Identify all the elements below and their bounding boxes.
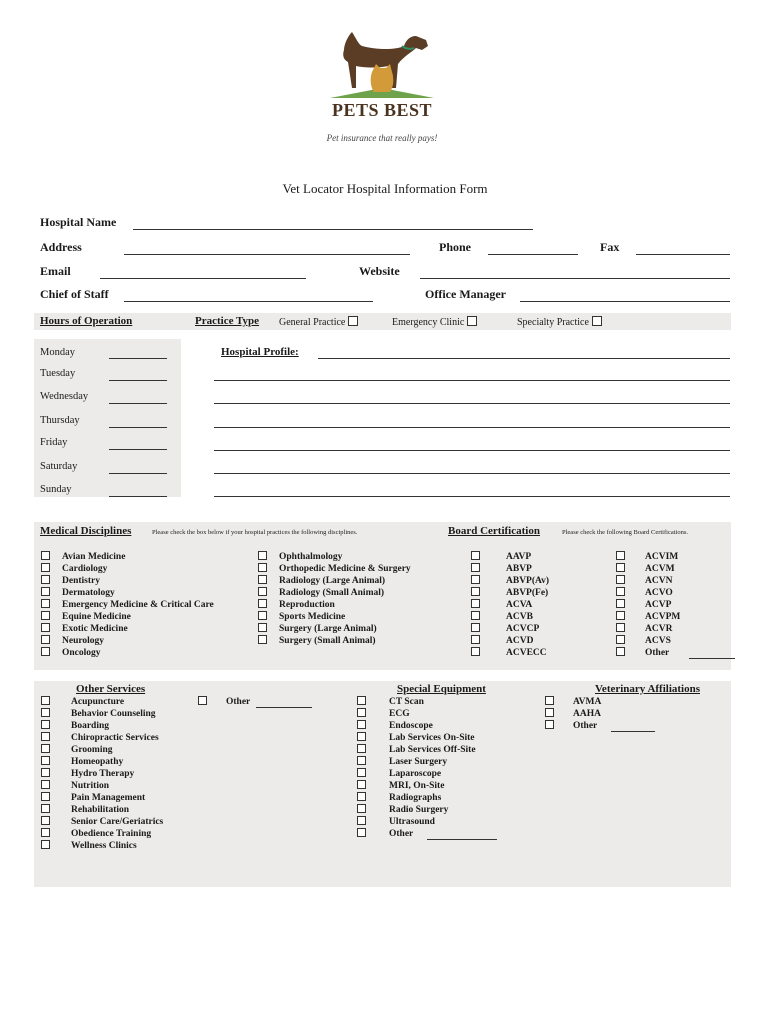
medical-note: Please check the box below if your hospital practices the following disciplines.	[152, 529, 358, 536]
board-note: Please check the following Board Certifications.	[562, 529, 688, 536]
day-sunday: Sunday	[40, 484, 72, 495]
list-item[interactable]: ACVN	[616, 575, 735, 587]
list-item[interactable]: ACVR	[616, 623, 735, 635]
list-item[interactable]: ECG	[357, 708, 497, 720]
brand-tagline: Pet insurance that really pays!	[326, 133, 438, 143]
checkbox[interactable]	[41, 828, 50, 837]
board-list-1	[471, 551, 549, 659]
list-item[interactable]: Wellness Clinics	[41, 840, 163, 852]
profile-line[interactable]	[214, 380, 730, 381]
brand-name: PETS BEST	[331, 100, 433, 120]
list-item[interactable]: Dermatology	[41, 587, 214, 599]
list-item[interactable]: Lab Services On-Site	[357, 732, 497, 744]
special-equipment-heading: Special Equipment	[397, 683, 486, 695]
form-title: Vet Locator Hospital Information Form	[282, 181, 488, 196]
checkbox[interactable]	[357, 708, 366, 717]
list-item[interactable]: ACVB	[471, 611, 549, 623]
other-field[interactable]	[689, 650, 735, 659]
list-item[interactable]: Endoscope	[357, 720, 497, 732]
checkbox[interactable]	[467, 316, 477, 326]
checkbox[interactable]	[41, 816, 50, 825]
checkbox[interactable]	[258, 611, 267, 620]
board-certification-heading: Board Certification	[448, 525, 540, 537]
list-item[interactable]: Behavior Counseling	[41, 708, 163, 720]
fax-label: Fax	[600, 240, 620, 254]
practice-specialty[interactable]: Specialty Practice	[517, 316, 602, 328]
checkbox[interactable]	[258, 563, 267, 572]
board-list-2	[616, 551, 735, 659]
list-item[interactable]: Radiographs	[357, 792, 497, 804]
list-item[interactable]: ACVP	[616, 599, 735, 611]
checkbox[interactable]	[41, 840, 50, 849]
list-item[interactable]: Ultrasound	[357, 816, 497, 828]
thursday-field[interactable]	[109, 427, 167, 428]
checkbox[interactable]	[41, 551, 50, 560]
checkbox[interactable]	[41, 780, 50, 789]
list-item[interactable]: Avian Medicine	[41, 551, 214, 563]
list-item[interactable]: ABVP(Fe)	[471, 587, 549, 599]
sunday-field[interactable]	[109, 496, 167, 497]
list-item[interactable]: ACVIM	[616, 551, 735, 563]
checkbox[interactable]	[41, 756, 50, 765]
day-saturday: Saturday	[40, 461, 78, 472]
checkbox[interactable]	[357, 816, 366, 825]
address-label: Address	[40, 240, 82, 254]
checkbox[interactable]	[41, 744, 50, 753]
checkbox[interactable]	[41, 563, 50, 572]
list-item[interactable]: MRI, On-Site	[357, 780, 497, 792]
veterinary-affiliations-heading: Veterinary Affiliations	[595, 683, 700, 695]
office-manager-label: Office Manager	[425, 287, 506, 301]
other-services-list	[41, 696, 163, 852]
address-field[interactable]	[124, 254, 410, 255]
list-item[interactable]: Radiology (Large Animal)	[258, 575, 411, 587]
affiliations-list	[545, 696, 655, 732]
email-label: Email	[40, 264, 71, 278]
other-field[interactable]	[427, 831, 497, 840]
list-item[interactable]: Laparoscope	[357, 768, 497, 780]
checkbox[interactable]	[357, 732, 366, 741]
checkbox[interactable]	[592, 316, 602, 326]
checkbox[interactable]	[357, 720, 366, 729]
other-field[interactable]	[611, 723, 655, 732]
checkbox[interactable]	[41, 804, 50, 813]
profile-line[interactable]	[214, 473, 730, 474]
hospital-name-field[interactable]	[133, 229, 533, 230]
checkbox[interactable]	[616, 563, 625, 572]
list-item[interactable]: Radiology (Small Animal)	[258, 587, 411, 599]
checkbox[interactable]	[616, 647, 625, 656]
wednesday-field[interactable]	[109, 403, 167, 404]
list-item[interactable]: ACVM	[616, 563, 735, 575]
list-item[interactable]: Obedience Training	[41, 828, 163, 840]
checkbox[interactable]	[41, 623, 50, 632]
list-item[interactable]: Neurology	[41, 635, 214, 647]
checkbox[interactable]	[357, 828, 366, 837]
list-item[interactable]: Emergency Medicine & Critical Care	[41, 599, 214, 611]
list-item[interactable]: Reproduction	[258, 599, 411, 611]
checkbox[interactable]	[41, 732, 50, 741]
hospital-name-label: Hospital Name	[40, 215, 117, 229]
list-item[interactable]: ACVO	[616, 587, 735, 599]
checkbox[interactable]	[198, 696, 207, 705]
list-item[interactable]: ACVD	[471, 635, 549, 647]
list-item[interactable]: Equine Medicine	[41, 611, 214, 623]
profile-line[interactable]	[214, 496, 730, 497]
list-item[interactable]: Rehabilitation	[41, 804, 163, 816]
checkbox[interactable]	[545, 708, 554, 717]
other-services-other	[198, 696, 312, 708]
checkbox[interactable]	[357, 756, 366, 765]
checkbox[interactable]	[471, 599, 480, 608]
list-item[interactable]: Orthopedic Medicine & Surgery	[258, 563, 411, 575]
fax-field[interactable]	[636, 254, 730, 255]
checkbox[interactable]	[258, 635, 267, 644]
list-item[interactable]: Radio Surgery	[357, 804, 497, 816]
day-tuesday: Tuesday	[40, 368, 76, 379]
checkbox[interactable]	[616, 551, 625, 560]
checkbox[interactable]	[616, 587, 625, 596]
checkbox[interactable]	[545, 696, 554, 705]
list-item[interactable]: Surgery (Small Animal)	[258, 635, 411, 647]
list-item[interactable]: Grooming	[41, 744, 163, 756]
checkbox[interactable]	[258, 623, 267, 632]
list-item[interactable]: AAHA	[545, 708, 655, 720]
checkbox[interactable]	[616, 575, 625, 584]
checkbox[interactable]	[471, 647, 480, 656]
other-services-heading: Other Services	[76, 683, 146, 695]
checkbox[interactable]	[41, 611, 50, 620]
list-item[interactable]: Lab Services Off-Site	[357, 744, 497, 756]
list-item[interactable]: Laser Surgery	[357, 756, 497, 768]
checkbox[interactable]	[471, 563, 480, 572]
day-wednesday: Wednesday	[40, 391, 89, 402]
checkbox[interactable]	[348, 316, 358, 326]
list-item[interactable]: Other	[616, 647, 735, 659]
list-item[interactable]: Hydro Therapy	[41, 768, 163, 780]
day-friday: Friday	[40, 437, 68, 448]
checkbox[interactable]	[616, 635, 625, 644]
checkbox[interactable]	[616, 611, 625, 620]
checkbox[interactable]	[545, 720, 554, 729]
checkbox[interactable]	[41, 768, 50, 777]
checkbox[interactable]	[41, 575, 50, 584]
checkbox[interactable]	[258, 575, 267, 584]
profile-line[interactable]	[318, 358, 730, 359]
other-field[interactable]	[256, 699, 312, 708]
day-thursday: Thursday	[40, 415, 80, 426]
list-item[interactable]: Chiropractic Services	[41, 732, 163, 744]
profile-line[interactable]	[214, 427, 730, 428]
checkbox[interactable]	[471, 575, 480, 584]
medical-disciplines-heading: Medical Disciplines	[40, 525, 132, 537]
list-item[interactable]: CT Scan	[357, 696, 497, 708]
checkbox[interactable]	[41, 708, 50, 717]
checkbox[interactable]	[471, 611, 480, 620]
list-item[interactable]: Boarding	[41, 720, 163, 732]
chief-of-staff-label: Chief of Staff	[40, 287, 109, 301]
medical-list-1	[41, 551, 214, 659]
list-item[interactable]: Acupuncture	[41, 696, 163, 708]
checkbox[interactable]	[41, 696, 50, 705]
website-label: Website	[359, 264, 400, 278]
checkbox[interactable]	[357, 768, 366, 777]
list-item[interactable]: Senior Care/Geriatrics	[41, 816, 163, 828]
tuesday-field[interactable]	[109, 380, 167, 381]
list-item[interactable]: Oncology	[41, 647, 214, 659]
practice-emergency[interactable]: Emergency Clinic	[392, 316, 477, 328]
hospital-profile-heading: Hospital Profile:	[221, 346, 299, 358]
practice-general[interactable]: General Practice	[279, 316, 358, 328]
chief-of-staff-field[interactable]	[124, 301, 373, 302]
practice-type-heading: Practice Type	[195, 315, 260, 327]
list-item[interactable]: ACVCP	[471, 623, 549, 635]
list-item[interactable]: Other	[545, 720, 655, 732]
friday-field[interactable]	[109, 449, 167, 450]
checkbox[interactable]	[616, 599, 625, 608]
list-item[interactable]: AVMA	[545, 696, 655, 708]
list-item[interactable]: AAVP	[471, 551, 549, 563]
checkbox[interactable]	[258, 587, 267, 596]
list-item[interactable]: ABVP(Av)	[471, 575, 549, 587]
profile-line[interactable]	[214, 450, 730, 451]
day-monday: Monday	[40, 347, 75, 358]
checkbox[interactable]	[616, 623, 625, 632]
checkbox[interactable]	[41, 635, 50, 644]
email-field[interactable]	[100, 278, 306, 279]
checkbox[interactable]	[357, 792, 366, 801]
list-item[interactable]: Exotic Medicine	[41, 623, 214, 635]
list-item[interactable]: Other	[198, 696, 312, 708]
list-item[interactable]: Surgery (Large Animal)	[258, 623, 411, 635]
list-item[interactable]: ACVPM	[616, 611, 735, 623]
checkbox[interactable]	[258, 551, 267, 560]
checkbox[interactable]	[41, 792, 50, 801]
checkbox[interactable]	[41, 599, 50, 608]
list-item[interactable]: Other	[357, 828, 497, 840]
checkbox[interactable]	[471, 635, 480, 644]
special-equipment-list	[357, 696, 497, 840]
phone-label: Phone	[439, 240, 472, 254]
checkbox[interactable]	[258, 599, 267, 608]
checkbox[interactable]	[357, 804, 366, 813]
list-item[interactable]: ACVS	[616, 635, 735, 647]
list-item[interactable]: Homeopathy	[41, 756, 163, 768]
list-item[interactable]: ACVECC	[471, 647, 549, 659]
saturday-field[interactable]	[109, 473, 167, 474]
list-item[interactable]: Pain Management	[41, 792, 163, 804]
list-item[interactable]: Nutrition	[41, 780, 163, 792]
monday-field[interactable]	[109, 358, 167, 359]
medical-list-2	[258, 551, 411, 647]
checkbox[interactable]	[357, 744, 366, 753]
list-item[interactable]: Sports Medicine	[258, 611, 411, 623]
checkbox[interactable]	[41, 647, 50, 656]
checkbox[interactable]	[471, 551, 480, 560]
list-item[interactable]: Dentistry	[41, 575, 214, 587]
phone-field[interactable]	[488, 254, 578, 255]
checkbox[interactable]	[41, 720, 50, 729]
checkbox[interactable]	[41, 587, 50, 596]
profile-line[interactable]	[214, 403, 730, 404]
list-item[interactable]: Cardiology	[41, 563, 214, 575]
office-manager-field[interactable]	[520, 301, 730, 302]
list-item[interactable]: ACVA	[471, 599, 549, 611]
checkbox[interactable]	[471, 587, 480, 596]
list-item[interactable]: ABVP	[471, 563, 549, 575]
hours-heading: Hours of Operation	[40, 315, 133, 327]
checkbox[interactable]	[471, 623, 480, 632]
website-field[interactable]	[420, 278, 730, 279]
list-item[interactable]: Ophthalmology	[258, 551, 411, 563]
checkbox[interactable]	[357, 696, 366, 705]
practice-band	[34, 313, 731, 330]
checkbox[interactable]	[357, 780, 366, 789]
